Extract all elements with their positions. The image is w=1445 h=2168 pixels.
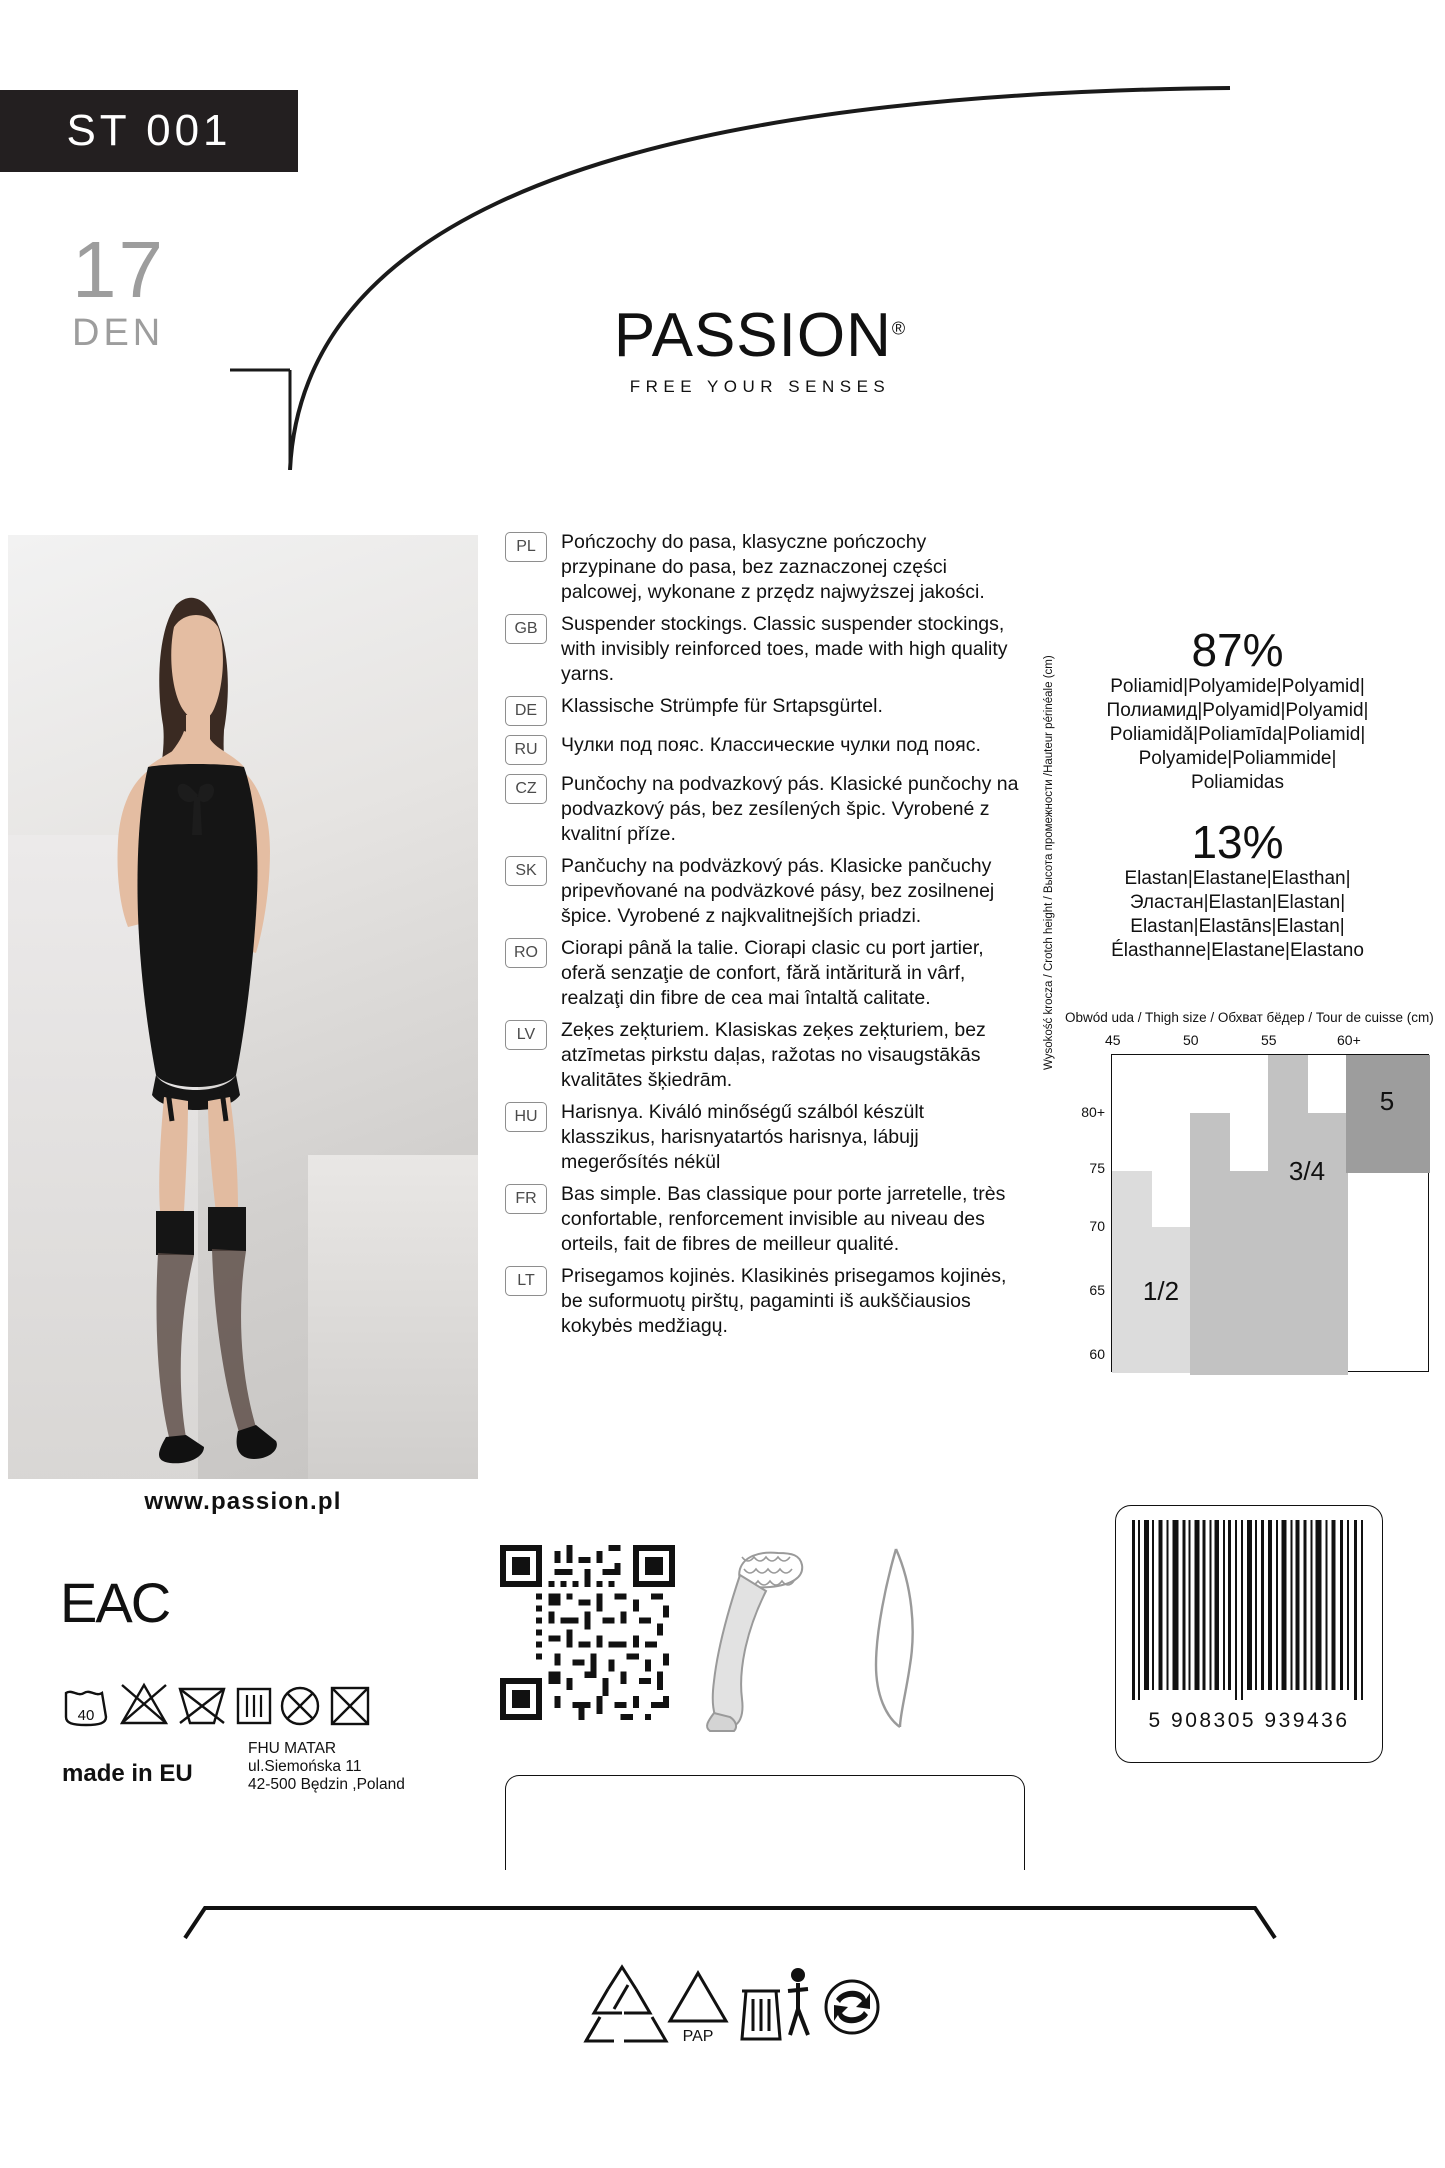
description-row	[505, 694, 1020, 726]
size-cell-region	[1190, 1113, 1230, 1173]
manufacturer-street: ul.Siemońska 11	[248, 1758, 362, 1775]
description-row	[505, 612, 1020, 687]
language-tag: SK	[505, 856, 547, 886]
description-text: Ciorapi până la talie. Ciorapi clasic cu port jartier, oferă senzaţie de confort, fără intăritură in vârf, realzaţi din fibre de cea mai întaltă calitate.	[561, 937, 984, 1009]
pap-label: PAP	[682, 2028, 714, 2045]
x-tick: 60+	[1337, 1032, 1361, 1048]
y-tick: 70	[1089, 1218, 1105, 1234]
recycle-icon	[586, 1967, 666, 2041]
composition-name-line: Élasthanne|Elastane|Elastano	[1111, 940, 1364, 961]
language-tag: RU	[505, 735, 547, 765]
plain-leg-icon	[876, 1549, 913, 1727]
composition-item	[1045, 625, 1430, 795]
green-dot-icon	[826, 1981, 878, 2033]
size-label-12: 1/2	[1142, 1275, 1180, 1306]
manufacturer-name: FHU MATAR	[248, 1740, 337, 1757]
language-tag: LT	[505, 1266, 547, 1296]
language-tag: FR	[505, 1184, 547, 1214]
composition-names	[1045, 675, 1430, 795]
stocking-with-lace-top-icon	[707, 1553, 802, 1731]
y-tick: 75	[1089, 1160, 1105, 1176]
x-tick: 45	[1105, 1032, 1121, 1048]
description-row	[505, 530, 1020, 605]
qr-code[interactable]	[500, 1545, 675, 1720]
barcode-bars	[1128, 1520, 1370, 1700]
composition-name-line: Polyamide|Poliammide|	[1138, 748, 1337, 769]
y-tick: 60	[1089, 1346, 1105, 1362]
size-cell-region	[1112, 1171, 1152, 1231]
no-bleach-icon	[122, 1685, 166, 1723]
den-number: 17	[72, 225, 165, 314]
composition-name-line: Poliamidas	[1191, 772, 1284, 793]
eac-mark: EAC	[60, 1571, 170, 1634]
description-text: Suspender stockings. Classic suspender stockings, with invisibly reinforced toes, made with high quality yarns.	[561, 613, 1008, 685]
size-cell-region	[1346, 1113, 1430, 1173]
description-row	[505, 1264, 1020, 1339]
website-url: www.passion.pl	[144, 1488, 342, 1515]
brand-name-wrap	[614, 300, 906, 371]
product-code-block	[0, 90, 298, 172]
size-chart-y-ticks	[1071, 1050, 1105, 1380]
description-row	[505, 1018, 1020, 1093]
no-dryclean-icon	[282, 1688, 318, 1724]
x-tick: 55	[1261, 1032, 1277, 1048]
language-tag: GB	[505, 614, 547, 644]
description-row	[505, 772, 1020, 847]
den-label: DEN	[72, 312, 165, 354]
description-text: Prisegamos kojinės. Klasikinės prisegamos kojinės, be suformuotų pirštų, pagaminti iš aukščiausios kokybės medžiagų.	[561, 1265, 1007, 1337]
description-text: Zeķes zeķturiem. Klasiskas zeķes zeķturiem, bez atzīmetas pirkstu daļas, ražotas no visaugstākās kvalitātes šķiedrām.	[561, 1019, 986, 1091]
size-chart-y-title: Wysokość krocza / Crotch height / Высота промежности /Hauteur périnéale (cm)	[1043, 655, 1055, 1070]
description-row	[505, 1182, 1020, 1257]
description-text: Bas simple. Bas classique pour porte jarretelle, très confortable, renforcement invisible au niveau des orteils, fait de fibres de meilleur qualité.	[561, 1183, 1006, 1255]
tidyman-bin-icon	[742, 1968, 808, 2039]
size-label-5: 5	[1379, 1085, 1395, 1116]
composition-name-line: Elastan|Elastāns|Elastan|	[1130, 916, 1345, 937]
brand-tagline: FREE YOUR SENSES	[629, 377, 891, 396]
description-text: Чулки под пояс. Классические чулки под пояс.	[561, 734, 981, 756]
language-tag: LV	[505, 1020, 547, 1050]
description-row	[505, 854, 1020, 929]
model-silhouette	[8, 535, 478, 1479]
y-tick: 65	[1089, 1282, 1105, 1298]
bottom-frame-line	[0, 1820, 1445, 1950]
language-tag: HU	[505, 1102, 547, 1132]
eco-icons	[570, 1955, 880, 2065]
iron-icon	[238, 1689, 270, 1723]
description-text: Harisnya. Kiváló minőségű szálból készült klasszikus, harisnyatartós harisnya, lábujj megerősítés nékül	[561, 1101, 925, 1173]
x-tick: 50	[1183, 1032, 1199, 1048]
den-block	[72, 225, 165, 356]
size-chart-plot	[1111, 1054, 1429, 1372]
barcode-box	[1115, 1505, 1383, 1763]
description-row	[505, 733, 1020, 765]
brand-logo	[610, 300, 910, 397]
made-in-label: made in EU	[62, 1760, 193, 1787]
decorative-swoosh	[0, 0, 1445, 470]
composition-name-line: Полиамид|Polyamid|Polyamid|	[1106, 700, 1369, 721]
product-photo	[8, 535, 478, 1479]
composition-names	[1045, 867, 1430, 963]
language-tag: CZ	[505, 774, 547, 804]
no-professional-clean-icon	[332, 1688, 368, 1724]
manufacturer-city: 42-500 Będzin ,Poland	[248, 1776, 405, 1793]
composition-item	[1045, 817, 1430, 963]
description-text: Klassische Strümpfe für Srtapsgürtel.	[561, 695, 883, 717]
composition-name-line: Эластан|Elastan|Elastan|	[1129, 892, 1346, 913]
size-label-34: 3/4	[1288, 1155, 1326, 1186]
y-tick: 80+	[1081, 1104, 1105, 1120]
language-tag: RO	[505, 938, 547, 968]
language-tag: PL	[505, 532, 547, 562]
language-tag: DE	[505, 696, 547, 726]
composition-name-line: Elastan|Elastane|Elasthan|	[1124, 868, 1351, 889]
wash-40-icon	[66, 1692, 106, 1725]
description-text: Pančuchy na podväzkový pás. Klasicke pančuchy pripevňované na podväzkové pásy, bez zosilnenej špice. Vyrobené z najkvalitnejších priadzi.	[561, 855, 995, 927]
barcode-number: 5 908305 939436	[1148, 1709, 1350, 1732]
description-row	[505, 936, 1020, 1011]
composition-name-line: Poliamidǎ|Poliamīda|Poliamid|	[1109, 724, 1366, 745]
no-tumble-dry-icon	[180, 1689, 224, 1723]
pap-recycle-icon	[670, 1973, 726, 2045]
size-chart-x-title: Obwód uda / Thigh size / Обхват бёдер / Tour de cuisse (cm)	[1065, 1010, 1434, 1025]
composition-percent: 13%	[1191, 816, 1284, 868]
svg-text:40: 40	[77, 1707, 95, 1724]
manufacturer-block	[248, 1740, 405, 1794]
description-list	[505, 530, 1020, 1346]
composition-name-line: Poliamid|Polyamide|Polyamid|	[1110, 676, 1365, 697]
registered-mark: ®	[891, 318, 907, 339]
composition-block	[1045, 625, 1430, 963]
product-code: ST 001	[66, 106, 232, 155]
stocking-type-icons	[700, 1535, 990, 1740]
description-text: Pończochy do pasa, klasyczne pończochy przypinane do pasa, bez zaznaczonej części palcowej, wykonane z przędz najwyższej jakości.	[561, 531, 985, 603]
care-instruction-icons	[62, 1675, 392, 1731]
description-row	[505, 1100, 1020, 1175]
brand-name: PASSION	[613, 301, 892, 370]
size-cell-region	[1268, 1055, 1308, 1115]
composition-percent: 87%	[1191, 624, 1284, 676]
description-text: Punčochy na podvazkový pás. Klasické punčochy na podvazkový pás, bez zesílených špic. Vyrobené z kvalitní příze.	[561, 773, 1019, 845]
